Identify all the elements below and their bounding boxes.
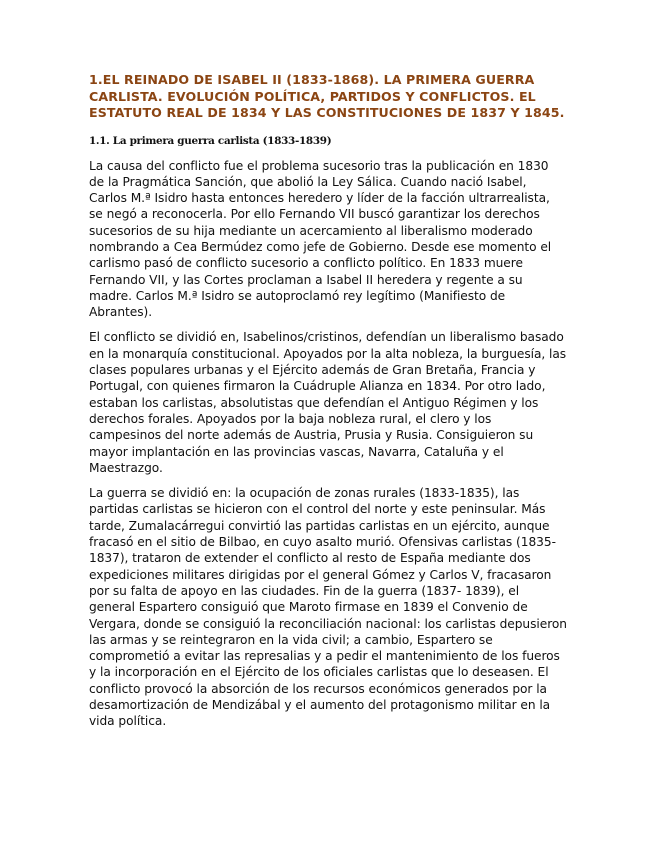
document-heading: 1.EL REINADO DE ISABEL II (1833-1868). LA PRIMERA GUERRA CARLISTA. EVOLUCIÓN POLÍTICA, PARTIDOS Y CONFLICTOS. EL ESTATUTO REAL DE 1834 Y LAS CONSTITUCIONES DE 1837 Y 1845.: [89, 72, 565, 120]
document-page: [89, 72, 567, 739]
paragraph-sides: El conflicto se dividió en, Isabelinos/cristinos, defendían un liberalismo basado en la monarquía constitucional. Apoyados por la alta nobleza, la burguesía, las clases populares urbanas y el Ejército además de Gran Bretaña, Francia y Portugal, con quienes firmaron la Cuádruple Alianza en 1834. Por otro lado, estaban los carlistas, absolutistas que defendían el Antiguo Régimen y los derechos forales. Apoyados por la baja nobleza rural, el clero y los campesinos del norte además de Austria, Prusia y Rusia. Consiguieron su mayor implantación en las provincias vascas, Navarra, Cataluña y el Maestrazgo.: [89, 330, 567, 475]
paragraph-causes: La causa del conflicto fue el problema sucesorio tras la publicación en 1830 de la Pragmática Sanción, que abolió la Ley Sálica. Cuando nació Isabel, Carlos M.ª Isidro hasta entonces heredero y líder de la facción ultrarrealista, se negó a reconocerla. Por ello Fernando VII buscó garantizar los derechos sucesorios de su hija mediante un acercamiento al liberalismo moderado nombrando a Cea Bermúdez como jefe de Gobierno. Desde ese momento el carlismo pasó de conflicto sucesorio a conflicto político. En 1833 muere Fernando VII, y las Cortes proclaman a Isabel II heredera y regente a su madre. Carlos M.ª Isidro se autoproclamó rey legítimo (Manifiesto de Abrantes).: [89, 158, 552, 320]
section-subheading: 1.1. La primera guerra carlista (1833-1839): [89, 134, 332, 147]
paragraph-war-phases: La guerra se dividió en: la ocupación de zonas rurales (1833-1835), las partidas carlistas se hicieron con el control del norte y este peninsular. Más tarde, Zumalacárregui convirtió las partidas carlistas en un ejército, aunque fracasó en el sitio de Bilbao, en cuyo asalto murió. Ofensivas carlistas (1835-1837), trataron de extender el conflicto al resto de España mediante dos expediciones militares dirigidas por el general Gómez y Carlos V, fracasaron por su falta de apoyo en las ciudades. Fin de la guerra (1837- 1839), el general Espartero consiguió que Maroto firmase en 1839 el Convenio de Vergara, donde se consiguió la reconciliación nacional: los carlistas depusieron las armas y se reintegraron en la vida civil; a cambio, Espartero se comprometió a evitar las represalias y a pedir el mantenimiento de los fueros y la incorporación en el Ejército de los oficiales carlistas que lo deseasen. El conflicto provocó la absorción de los recursos económicos generados por la desamortización de Mendizábal y el aumento del protagonismo militar en la vida política.: [89, 486, 567, 729]
